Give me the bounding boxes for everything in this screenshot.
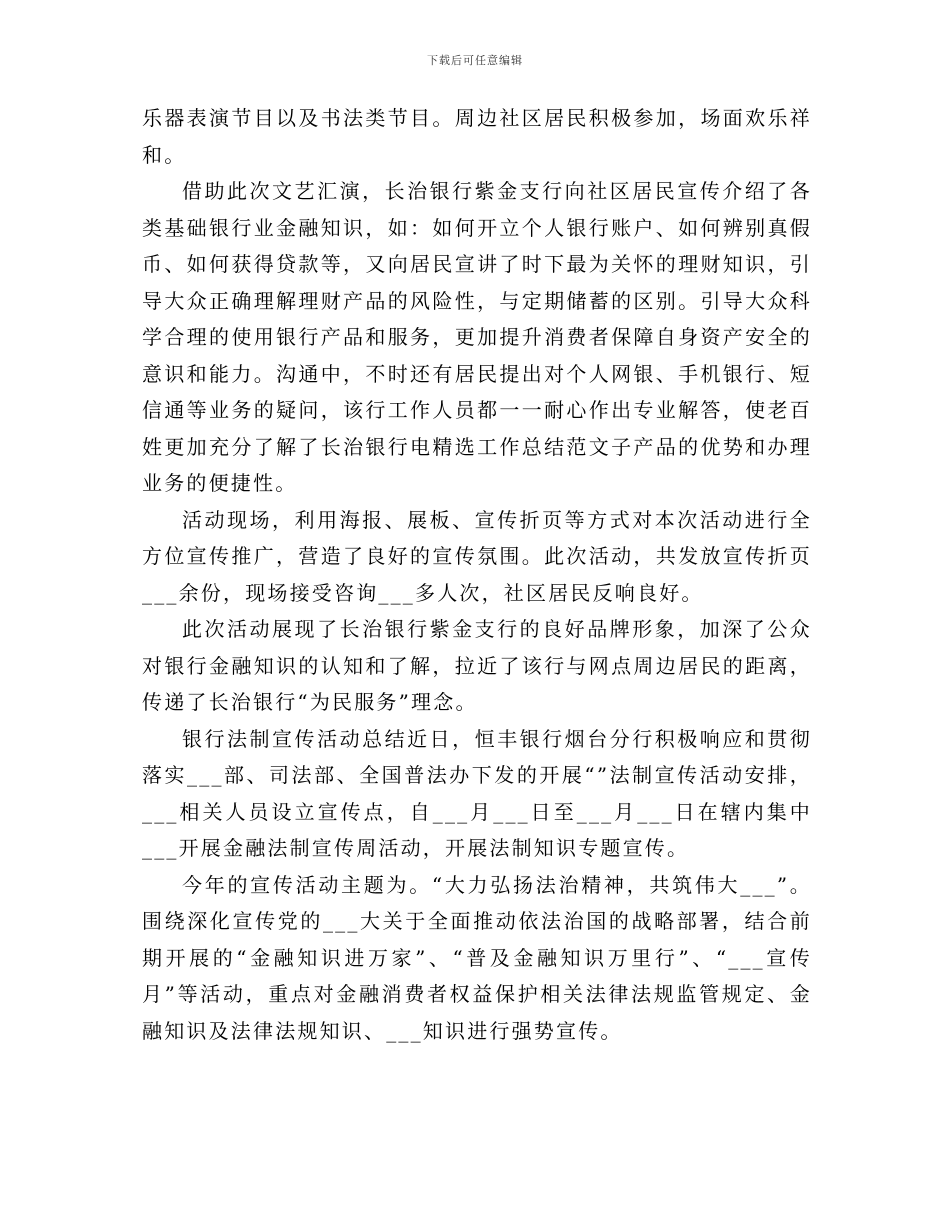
paragraph-4: 此次活动展现了长治银行紫金支行的良好品牌形象，加深了公众对银行金融知识的认知和了解，拉近了该行与网点周边居民的距离，传递了长治银行“为民服务”理念。 — [142, 617, 812, 714]
paragraph-2: 借助此次文艺汇演，长治银行紫金支行向社区居民宣传介绍了各类基础银行业金融知识，如：如何开立个人银行账户、如何辨别真假币、如何获得贷款等，又向居民宣讲了时下最为关怀的理财知识，引导大众正确理解理财产品的风险性，与定期储蓄的区别。引导大众科学合理的使用银行产品和服务，更加提升消费者保障自身资产安全的意识和能力。沟通中，不时还有居民提出对个人网银、手机银行、短信通等业务的疑问，该行工作人员都一一耐心作出专业解答，使老百姓更加充分了解了长治银行电精选工作总结范文子产品的优势和办理业务的便捷性。 — [142, 179, 812, 495]
paragraph-6: 今年的宣传活动主题为。“大力弘扬法治精神，共筑伟大___”。围绕深化宣传党的___大关于全面推动依法治国的战略部署，结合前期开展的“金融知识进万家”、“普及金融知识万里行”、“___宣传月”等活动，重点对金融消费者权益保护相关法律法规监管规定、金融知识及法律法规知识、___知识进行强势宣传。 — [142, 872, 812, 1043]
document-body — [142, 100, 812, 1049]
page-header: 下载后可任意编辑 — [427, 54, 523, 67]
paragraph-1: 乐器表演节目以及书法类节目。周边社区居民积极参加，场面欢乐祥和。 — [142, 106, 812, 167]
paragraph-5: 银行法制宣传活动总结近日，恒丰银行烟台分行积极响应和贯彻落实___部、司法部、全国普法办下发的开展“”法制宣传活动安排，___相关人员设立宣传点，自___月___日至___月___日在辖内集中___开展金融法制宣传周活动，开展法制知识专题宣传。 — [142, 726, 812, 860]
paragraph-3: 活动现场，利用海报、展板、宣传折页等方式对本次活动进行全方位宣传推广，营造了良好的宣传氛围。此次活动，共发放宣传折页___余份，现场接受咨询___多人次，社区居民反响良好。 — [142, 507, 812, 605]
